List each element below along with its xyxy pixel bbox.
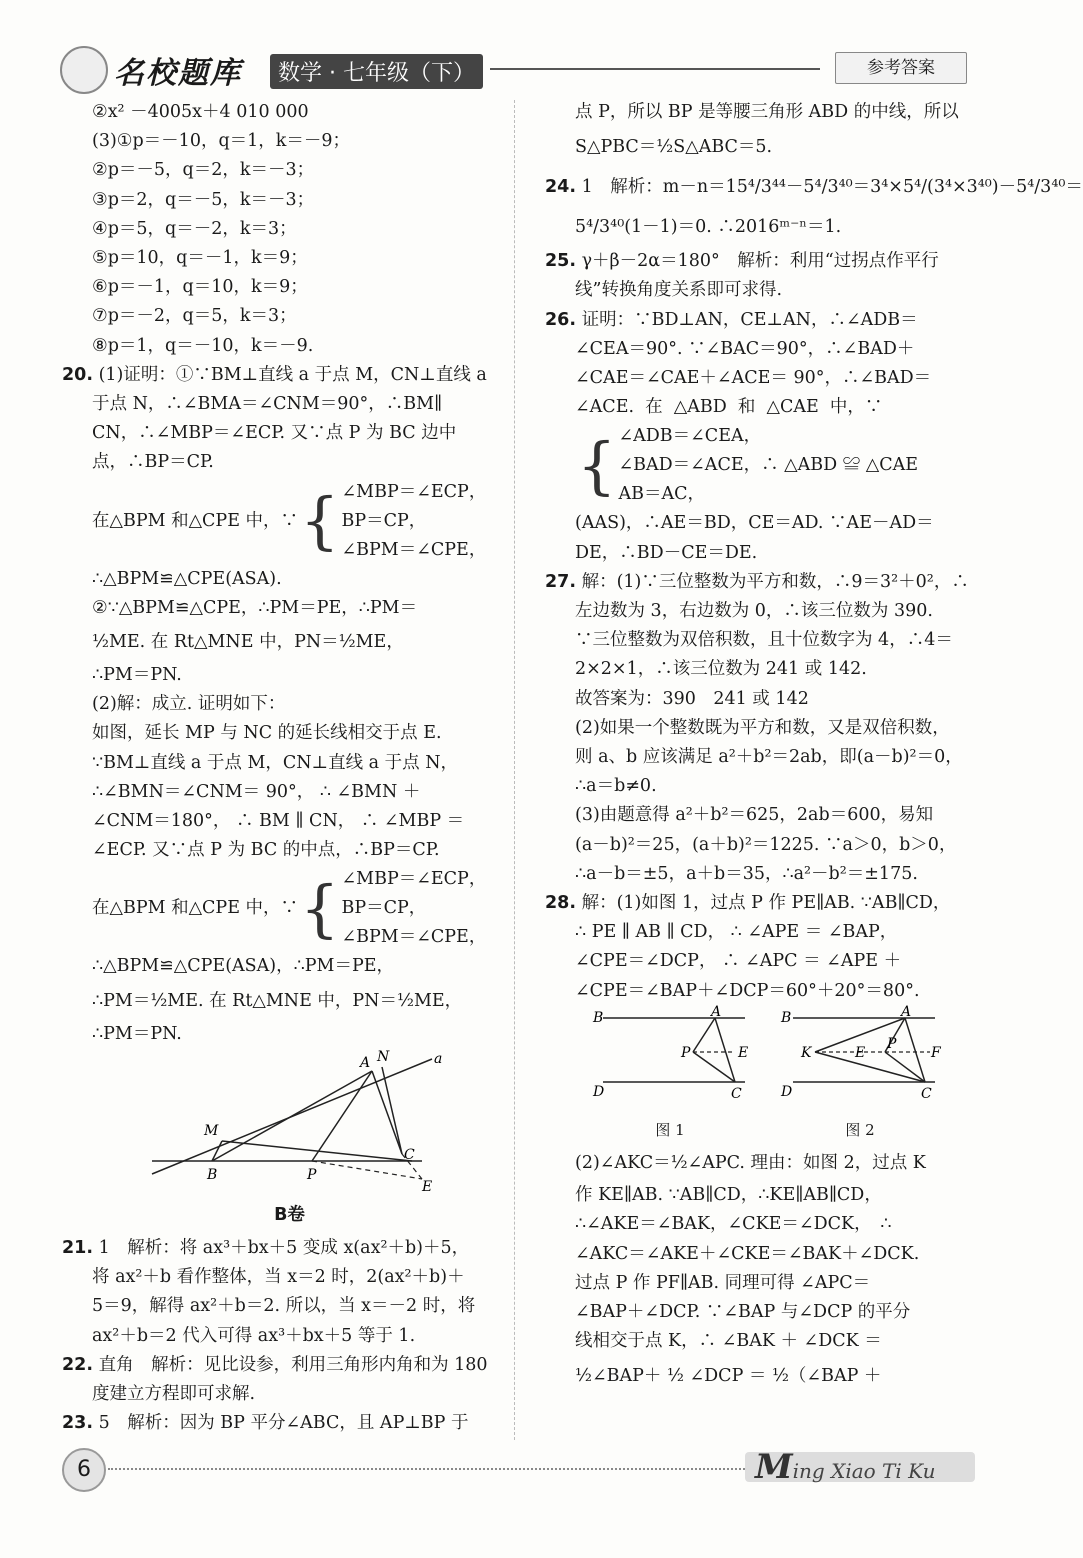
figure-line — [212, 1071, 372, 1161]
figure-line — [372, 1071, 402, 1154]
brace-icon: { — [577, 428, 617, 502]
text-line: 点，∴BP＝CP. — [92, 452, 214, 473]
text-line: ∴∠AKE＝∠BAK，∠CKE＝∠DCK， ∴ — [575, 1214, 892, 1235]
text-line: 线”转换角度关系即可求得. — [575, 280, 783, 301]
text-line: ∴a－b＝±5，a＋b＝35，∴a²－b²＝±175. — [575, 863, 918, 884]
condition-brace — [575, 422, 975, 509]
text-line: ⑧p＝1，q＝－10，k＝－9. — [92, 335, 314, 356]
text-line: 将 ax²＋b 看作整体，当 x＝2 时，2(ax²＋b)＋ — [92, 1267, 465, 1288]
subject-label: 数学 · 七年级（下） — [270, 54, 483, 89]
condition-line: ∠BPM＝∠CPE， — [341, 927, 487, 948]
text-line: ⑤p＝10，q＝－1，k＝9； — [92, 248, 308, 269]
figure-label: M — [204, 1122, 219, 1139]
condition-brace — [92, 865, 487, 952]
brace-icon: { — [300, 871, 340, 945]
condition-stack — [342, 478, 487, 565]
figure-label: F — [931, 1044, 941, 1061]
figure-label: K — [801, 1044, 812, 1061]
text-line: 作 KE∥AB. ∵AB∥CD，∴KE∥AB∥CD， — [575, 1185, 882, 1206]
question-number: 21. — [62, 1238, 94, 1259]
text-line: 过点 P 作 PF∥AB. 同理可得 ∠APC＝ — [575, 1272, 871, 1293]
text-line: S△PBC＝½S△ABC＝5. — [575, 137, 773, 158]
condition-line: ∠ADB＝∠CEA， — [618, 426, 762, 447]
figure-line — [885, 1052, 925, 1082]
figure-1-diagram — [585, 1003, 755, 1106]
section-b-title: B卷 — [274, 1204, 305, 1225]
text-line: ½ME. 在 Rt△MNE 中，PN＝½ME， — [92, 632, 404, 653]
text-line: 在△BPM 和△CPE 中，∵ — [92, 510, 299, 531]
figure-dashed-line — [312, 1161, 422, 1179]
text-line: ∴PM＝PN. — [92, 1023, 182, 1044]
text-line: ∵BM⊥直线 a 于点 M，CN⊥直线 a 于点 N， — [92, 752, 459, 773]
text-line: ④p＝5，q＝－2，k＝3； — [92, 218, 297, 239]
text-line: γ＋β－2α＝180° 解析：利用“过拐点作平行 — [581, 251, 939, 272]
figure-label: E — [422, 1178, 433, 1195]
figure-2-diagram — [775, 1003, 945, 1106]
question-22 — [62, 1351, 487, 1380]
figure-line — [693, 1052, 735, 1082]
figure-label: C — [921, 1085, 932, 1102]
question-number: 28. — [545, 893, 577, 914]
question-number: 27. — [545, 571, 577, 592]
condition-stack — [342, 865, 487, 952]
text-line: ⑦p＝－2，q＝5，k＝3； — [92, 306, 297, 327]
text-line: 2×2×1，∴该三位数为 241 或 142. — [575, 659, 867, 680]
condition-line: BP＝CP， — [341, 510, 427, 531]
figure-label: B — [593, 1009, 604, 1026]
text-line: ②∵△BPM≌△CPE，∴PM＝PE，∴PM＝ — [92, 597, 418, 618]
question-24 — [545, 167, 1083, 207]
figure-label: N — [377, 1048, 390, 1065]
question-25 — [545, 247, 975, 276]
geometry-figure — [132, 1049, 492, 1197]
footer-divider — [108, 1468, 748, 1470]
question-number: 25. — [545, 251, 577, 272]
text-line: ½∠BAP＋ ½ ∠DCP ＝ ½（∠BAP ＋ — [575, 1365, 882, 1386]
text-line: ∠ECP. 又∵点 P 为 BC 的中点，∴BP＝CP. — [92, 840, 440, 861]
figure-line — [693, 1018, 715, 1052]
question-26 — [545, 306, 975, 335]
text-line: 如图，延长 MP 与 NC 的延长线相交于点 E. — [92, 723, 442, 744]
figure-line — [382, 1067, 402, 1154]
footer-brand — [745, 1447, 975, 1487]
text-line: 左边数为 3，右边数为 0，∴该三位数为 390. — [575, 601, 933, 622]
text-line: ∠AKC＝∠AKE＋∠CKE＝∠BAK＋∠DCK. — [575, 1243, 920, 1264]
text-line: 线相交于点 K，∴ ∠BAK ＋ ∠DCK ＝ — [575, 1331, 882, 1352]
footer-brand-initial: M — [755, 1447, 793, 1487]
text-line: (1)证明：①∵BM⊥直线 a 于点 M，CN⊥直线 a — [98, 364, 487, 385]
text-line: ②x² －4005x＋4 010 000 — [92, 102, 309, 122]
text-line: ∴△BPM≌△CPE(ASA). — [92, 568, 282, 589]
text-line: 解：(1)如图 1，过点 P 作 PE∥AB. ∵AB∥CD， — [581, 893, 951, 914]
condition-line: ∠BAD＝∠ACE，∴ △ABD ≌ △CAE — [618, 455, 919, 476]
condition-line: ∠MBP＝∠ECP， — [341, 481, 487, 502]
text-line: 度建立方程即可求解. — [92, 1384, 256, 1405]
text-line: (a－b)²＝25，(a＋b)²＝1225. ∵a＞0，b＞0， — [575, 834, 957, 855]
text-line: 1 解析：将 ax³＋bx＋5 变成 x(ax²＋b)＋5， — [98, 1238, 470, 1259]
text-line: (2)∠AKC＝½∠APC. 理由：如图 2，过点 K — [575, 1153, 926, 1174]
text-line: ∠CNM＝180°， ∴ BM ∥ CN， ∴ ∠MBP ＝ — [92, 811, 465, 832]
text-line: 点 P，所以 BP 是等腰三角形 ABD 的中线，所以 — [575, 102, 959, 122]
condition-line: ∠BPM＝∠CPE， — [341, 539, 487, 560]
text-line: 解：(1)∵三位整数为平方和数，∴9＝3²＋0²，∴ — [581, 571, 969, 592]
question-21 — [62, 1234, 487, 1263]
question-27 — [545, 568, 975, 597]
text-line: ∠CPE＝∠BAP＋∠DCP＝60°＋20°＝80°. — [575, 980, 920, 1001]
figures-row — [575, 1003, 955, 1145]
question-number: 26. — [545, 309, 577, 330]
figure-label: C — [404, 1146, 415, 1163]
left-column — [62, 98, 488, 1439]
text-line: ∴PM＝½ME. 在 Rt△MNE 中，PN＝½ME， — [92, 990, 463, 1011]
text-line: CN，∴∠MBP＝∠ECP. 又∵点 P 为 BC 边中 — [92, 423, 457, 444]
answer-tab: 参考答案 — [835, 52, 967, 84]
text-line: ⑥p＝－1，q＝10，k＝9； — [92, 277, 308, 298]
text-line: (3)①p＝－10，q＝1，k＝－9； — [92, 131, 351, 152]
text-line: 1 解析：m－n＝15⁴/3⁴⁴－5⁴/3⁴⁰＝3⁴×5⁴/(3⁴×3⁴⁰)－5⁴/3⁴⁰＝ — [581, 177, 1083, 198]
text-line: ∠CEA＝90°. ∵∠BAC＝90°，∴∠BAD＋ — [575, 338, 915, 359]
figure-label: B — [207, 1166, 218, 1183]
figure-label: P — [681, 1044, 691, 1061]
condition-line: ∠MBP＝∠ECP， — [341, 869, 487, 890]
text-line: ∴PM＝PN. — [92, 665, 182, 686]
brace-icon: { — [300, 484, 340, 558]
figure-line — [815, 1052, 925, 1082]
question-28 — [545, 889, 975, 918]
figure-line — [905, 1018, 925, 1082]
condition-line: AB＝AC， — [618, 484, 705, 505]
text-line: 在△BPM 和△CPE 中，∵ — [92, 898, 299, 919]
text-line: ∠ACE. 在 △ABD 和 △CAE 中，∵ — [575, 397, 883, 418]
text-line: 则 a、b 应该满足 a²＋b²＝2ab，即(a－b)²＝0， — [575, 747, 963, 768]
text-line: (AAS)，∴AE＝BD，CE＝AD. ∵AE－AD＝ — [575, 513, 934, 534]
text-line: ∠BAP＋∠DCP. ∵∠BAP 与∠DCP 的平分 — [575, 1302, 911, 1323]
header-arrow-icon — [490, 68, 820, 70]
figure-label: A — [711, 1003, 722, 1020]
text-line: ∴ PE ∥ AB ∥ CD， ∴ ∠APE ＝ ∠BAP， — [575, 922, 898, 943]
figure-label: a — [434, 1050, 443, 1067]
condition-line: BP＝CP， — [341, 898, 427, 919]
figure-label: A — [360, 1054, 371, 1071]
figure-label: E — [855, 1044, 866, 1061]
column-divider — [514, 100, 515, 1440]
text-line: ∴△BPM≌△CPE(ASA)，∴PM＝PE， — [92, 956, 395, 977]
brand-title: 名校题库 — [114, 56, 242, 91]
figure-label: P — [307, 1166, 317, 1183]
figure-1 — [585, 1003, 755, 1145]
figure-label: P — [887, 1035, 897, 1052]
question-number: 23. — [62, 1413, 94, 1434]
figure-label: E — [738, 1044, 749, 1061]
logo-icon — [60, 46, 108, 94]
text-line: ∠CPE＝∠DCP， ∴ ∠APC ＝ ∠APE ＋ — [575, 951, 902, 972]
question-23 — [62, 1409, 487, 1438]
right-column — [545, 98, 1083, 1395]
figure-2-caption: 图 2 — [845, 1121, 875, 1140]
question-20 — [62, 361, 487, 390]
figure-1-caption: 图 1 — [655, 1121, 685, 1140]
figure-2 — [775, 1003, 945, 1145]
text-line: ∴∠BMN＝∠CNM＝ 90°， ∴ ∠BMN ＋ — [92, 781, 421, 802]
text-line: ③p＝2，q＝－5，k＝－3； — [92, 189, 315, 210]
page-header — [60, 42, 970, 92]
text-line: 直角 解析：见比设参，利用三角形内角和为 180 — [98, 1354, 488, 1375]
text-line: 5＝9，解得 ax²＋b＝2. 所以，当 x＝－2 时，将 — [92, 1296, 476, 1317]
text-line: ②p＝－5，q＝2，k＝－3； — [92, 160, 315, 181]
figure-label: D — [781, 1083, 793, 1100]
text-line: 于点 N，∴∠BMA＝∠CNM＝90°，∴BM∥ — [92, 394, 443, 415]
question-number: 22. — [62, 1354, 94, 1375]
question-number: 20. — [62, 364, 94, 385]
figure-line — [222, 1141, 412, 1161]
question-number: 24. — [545, 177, 577, 198]
footer-brand-text: ing Xiao Ti Ku — [792, 1459, 936, 1483]
text-line: (2)解：成立. 证明如下： — [92, 694, 286, 715]
text-line: ax²＋b＝2 代入可得 ax³＋bx＋5 等于 1. — [92, 1325, 416, 1346]
text-line: ∠CAE＝∠CAE＋∠ACE＝ 90°，∴∠BAD＝ — [575, 368, 932, 389]
text-line: 证明：∵BD⊥AN，CE⊥AN，∴∠ADB＝ — [581, 309, 918, 330]
figure-line — [715, 1018, 735, 1082]
figure-label: C — [731, 1085, 742, 1102]
text-line: 5 解析：因为 BP 平分∠ABC，且 AP⊥BP 于 — [98, 1413, 469, 1434]
text-line: (2)如果一个整数既为平方和数，又是双倍积数， — [575, 717, 950, 738]
figure-label: B — [781, 1009, 792, 1026]
text-line: DE，∴BD－CE＝DE. — [575, 542, 758, 563]
page-number: 6 — [62, 1448, 106, 1492]
text-line: ∵三位整数为双倍积数，且十位数字为 4，∴4＝ — [575, 630, 953, 651]
figure-line — [312, 1071, 372, 1161]
condition-brace — [92, 478, 487, 565]
figure-label: D — [593, 1083, 605, 1100]
figure-label: A — [901, 1003, 912, 1020]
text-line: ∴a＝b≠0. — [575, 776, 657, 797]
text-line: 故答案为：390 241 或 142 — [575, 688, 809, 709]
condition-stack — [618, 422, 918, 509]
text-line: (3)由题意得 a²＋b²＝625，2ab＝600，易知 — [575, 805, 934, 826]
text-line: 5⁴/3⁴⁰(1－1)＝0. ∴2016ᵐ⁻ⁿ＝1. — [575, 217, 842, 238]
